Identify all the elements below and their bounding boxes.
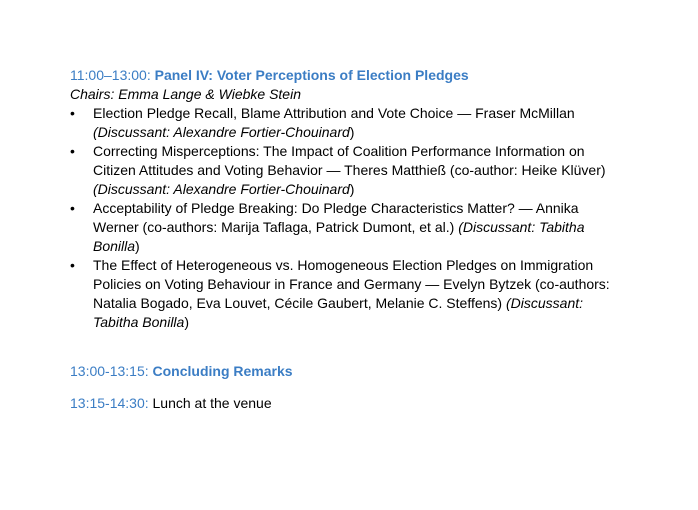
- bullet-2: •: [70, 143, 75, 159]
- panel-title: Panel IV: Voter Perceptions of Election Pledges: [154, 67, 469, 83]
- concluding-time: 13:00-13:15:: [70, 363, 153, 379]
- item-1-discussant: (Discussant: Alexandre Fortier-Chouinard): [93, 124, 355, 140]
- item-3-line-2: Werner (co-authors: Marija Taflaga, Patrick Dumont, et al.) (Discussant: Tabitha: [93, 219, 585, 235]
- lunch-text: Lunch at the venue: [152, 395, 272, 411]
- item-2-line-1: Correcting Misperceptions: The Impact of Coalition Performance Information on: [93, 143, 585, 159]
- lunch-line: [70, 394, 272, 413]
- item-2-discussant: (Discussant: Alexandre Fortier-Chouinard): [93, 181, 355, 197]
- item-2-line-2: Citizen Attitudes and Voting Behavior — Theres Matthieß (co-author: Heike Klüver): [93, 162, 606, 178]
- item-4-line-1: The Effect of Heterogeneous vs. Homogeneous Election Pledges on Immigration: [93, 257, 594, 273]
- bullet-3: •: [70, 200, 75, 216]
- panel-chairs: Chairs: Emma Lange & Wiebke Stein: [70, 86, 301, 102]
- item-3-line-1: Acceptability of Pledge Breaking: Do Pledge Characteristics Matter? — Annika: [93, 200, 579, 216]
- bullet-4: •: [70, 257, 75, 273]
- item-4-line-2: Policies on Voting Behaviour in France and Germany — Evelyn Bytzek (co-authors:: [93, 276, 610, 292]
- panel-time: 11:00–13:00:: [70, 67, 155, 83]
- bullet-1: •: [70, 105, 75, 121]
- item-4-line-3: Natalia Bogado, Eva Louvet, Cécile Gaubert, Melanie C. Steffens) (Discussant:: [93, 295, 584, 311]
- item-3-discussant: Bonilla): [93, 238, 140, 254]
- panel-heading: [70, 66, 469, 85]
- lunch-time: 13:15-14:30:: [70, 395, 153, 411]
- item-4-discussant: Tabitha Bonilla): [93, 314, 189, 330]
- concluding-title: Concluding Remarks: [152, 363, 293, 379]
- item-1-line-1: Election Pledge Recall, Blame Attribution and Vote Choice — Fraser McMillan: [93, 105, 575, 121]
- concluding-heading: [70, 362, 293, 381]
